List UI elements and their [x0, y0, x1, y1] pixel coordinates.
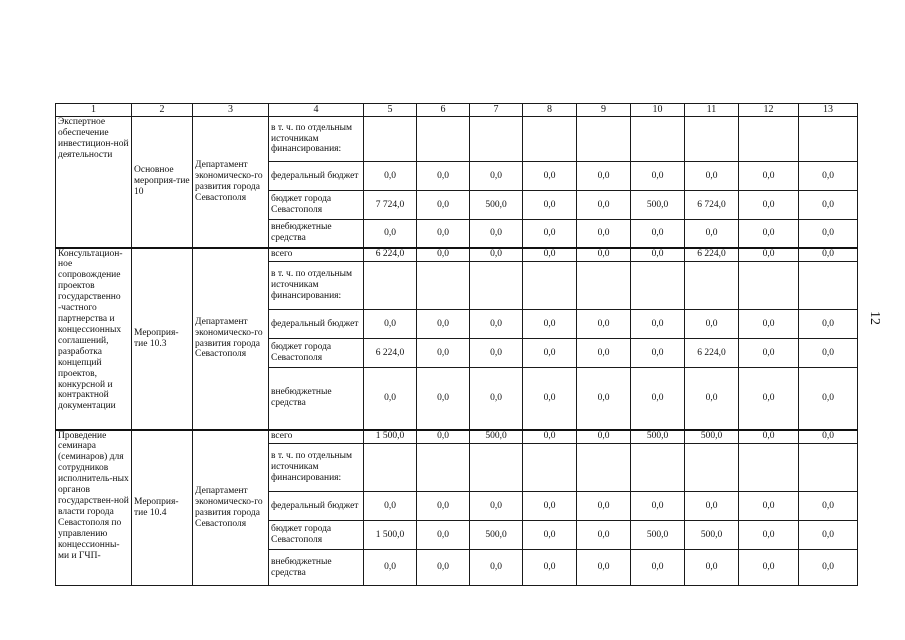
value-cell — [417, 262, 470, 310]
source-cell: бюджет города Севастополя — [269, 339, 364, 368]
value-cell: 0,0 — [523, 550, 577, 586]
value-cell: 0,0 — [417, 220, 470, 248]
table-row — [56, 117, 858, 162]
value-cell — [470, 262, 523, 310]
value-cell: 0,0 — [631, 248, 685, 262]
value-cell: 6 224,0 — [685, 339, 739, 368]
value-cell: 0,0 — [685, 550, 739, 586]
value-cell — [470, 117, 523, 162]
value-cell: 0,0 — [739, 162, 799, 191]
value-cell: 0,0 — [470, 162, 523, 191]
value-cell: 0,0 — [417, 310, 470, 339]
value-cell: 0,0 — [417, 339, 470, 368]
value-cell: 6 224,0 — [364, 339, 417, 368]
value-cell: 0,0 — [685, 492, 739, 521]
header-row — [56, 104, 858, 117]
source-cell: федеральный бюджет — [269, 162, 364, 191]
header-cell: 7 — [470, 104, 523, 117]
value-cell: 500,0 — [685, 521, 739, 550]
header-cell: 6 — [417, 104, 470, 117]
value-cell: 0,0 — [739, 492, 799, 521]
value-cell: 0,0 — [523, 191, 577, 220]
value-cell: 0,0 — [739, 430, 799, 444]
value-cell: 0,0 — [799, 191, 858, 220]
value-cell: 0,0 — [523, 521, 577, 550]
value-cell: 0,0 — [577, 430, 631, 444]
value-cell: 0,0 — [685, 310, 739, 339]
value-cell: 500,0 — [631, 521, 685, 550]
value-cell: 0,0 — [799, 430, 858, 444]
value-cell: 0,0 — [739, 191, 799, 220]
value-cell — [739, 262, 799, 310]
value-cell: 0,0 — [739, 368, 799, 430]
value-cell: 0,0 — [470, 248, 523, 262]
value-cell — [685, 444, 739, 492]
source-cell: бюджет города Севастополя — [269, 191, 364, 220]
source-cell: всего — [269, 430, 364, 444]
value-cell — [364, 117, 417, 162]
page-number: 12 — [867, 311, 882, 325]
value-cell: 0,0 — [417, 162, 470, 191]
value-cell: 0,0 — [631, 368, 685, 430]
value-cell — [799, 117, 858, 162]
value-cell: 6 224,0 — [364, 248, 417, 262]
value-cell: 0,0 — [799, 220, 858, 248]
value-cell — [417, 444, 470, 492]
value-cell: 0,0 — [417, 492, 470, 521]
value-cell: 0,0 — [577, 191, 631, 220]
source-cell: внебюджетные средства — [269, 220, 364, 248]
value-cell: 0,0 — [631, 550, 685, 586]
value-cell: 500,0 — [470, 430, 523, 444]
value-cell: 0,0 — [739, 550, 799, 586]
value-cell: 0,0 — [685, 220, 739, 248]
value-cell — [417, 117, 470, 162]
source-cell: внебюджетные средства — [269, 550, 364, 586]
value-cell: 0,0 — [364, 550, 417, 586]
value-cell: 0,0 — [577, 368, 631, 430]
value-cell: 0,0 — [364, 310, 417, 339]
activity-type-cell: Мероприя-тие 10.4 — [132, 430, 193, 586]
source-cell: всего — [269, 248, 364, 262]
value-cell: 0,0 — [523, 339, 577, 368]
value-cell: 0,0 — [470, 368, 523, 430]
value-cell: 0,0 — [417, 368, 470, 430]
value-cell: 0,0 — [577, 521, 631, 550]
value-cell: 0,0 — [739, 220, 799, 248]
value-cell — [799, 262, 858, 310]
source-cell: в т. ч. по отдельным источникам финансирования: — [269, 444, 364, 492]
value-cell: 500,0 — [470, 521, 523, 550]
value-cell: 0,0 — [577, 339, 631, 368]
value-cell — [523, 444, 577, 492]
value-cell — [799, 444, 858, 492]
header-cell: 12 — [739, 104, 799, 117]
header-cell: 10 — [631, 104, 685, 117]
value-cell: 0,0 — [417, 248, 470, 262]
header-cell: 11 — [685, 104, 739, 117]
value-cell: 0,0 — [799, 339, 858, 368]
value-cell: 0,0 — [364, 162, 417, 191]
value-cell: 0,0 — [739, 248, 799, 262]
value-cell: 0,0 — [577, 310, 631, 339]
value-cell: 0,0 — [739, 339, 799, 368]
source-cell: внебюджетные средства — [269, 368, 364, 430]
value-cell: 0,0 — [577, 162, 631, 191]
header-cell: 9 — [577, 104, 631, 117]
value-cell: 0,0 — [364, 492, 417, 521]
value-cell: 0,0 — [799, 550, 858, 586]
value-cell: 0,0 — [523, 368, 577, 430]
department-cell: Департамент экономическо-го развития города Севастополя — [193, 117, 269, 248]
activity-type-cell: Основное мероприя-тие 10 — [132, 117, 193, 248]
header-cell: 8 — [523, 104, 577, 117]
value-cell: 0,0 — [631, 162, 685, 191]
value-cell: 7 724,0 — [364, 191, 417, 220]
header-cell: 1 — [56, 104, 132, 117]
value-cell — [739, 444, 799, 492]
value-cell — [685, 117, 739, 162]
header-cell: 4 — [269, 104, 364, 117]
value-cell: 0,0 — [470, 310, 523, 339]
value-cell — [577, 262, 631, 310]
header-cell: 3 — [193, 104, 269, 117]
activity-type-cell: Мероприя-тие 10.3 — [132, 248, 193, 430]
budget-table — [55, 103, 858, 586]
value-cell: 0,0 — [631, 310, 685, 339]
value-cell — [577, 444, 631, 492]
value-cell — [364, 262, 417, 310]
value-cell: 0,0 — [799, 492, 858, 521]
value-cell: 0,0 — [523, 162, 577, 191]
value-cell: 0,0 — [577, 492, 631, 521]
activity-name-cell: Консультацион-ное сопровождение проектов государственно -частного партнерства и концессионных соглашений, разработка концепций проектов, конкурсной и контрактной документации — [56, 248, 132, 430]
value-cell: 500,0 — [470, 191, 523, 220]
value-cell: 0,0 — [470, 492, 523, 521]
value-cell: 0,0 — [577, 220, 631, 248]
department-cell: Департамент экономическо-го развития города Севастополя — [193, 430, 269, 586]
value-cell: 0,0 — [470, 550, 523, 586]
value-cell: 0,0 — [739, 310, 799, 339]
value-cell: 0,0 — [470, 220, 523, 248]
source-cell: федеральный бюджет — [269, 492, 364, 521]
value-cell: 0,0 — [631, 220, 685, 248]
value-cell: 0,0 — [631, 492, 685, 521]
source-cell: бюджет города Севастополя — [269, 521, 364, 550]
value-cell: 0,0 — [523, 492, 577, 521]
department-cell: Департамент экономическо-го развития города Севастополя — [193, 248, 269, 430]
table-row — [56, 430, 858, 444]
value-cell: 0,0 — [417, 430, 470, 444]
value-cell: 0,0 — [417, 550, 470, 586]
value-cell: 0,0 — [799, 521, 858, 550]
value-cell: 0,0 — [364, 220, 417, 248]
value-cell: 0,0 — [523, 310, 577, 339]
value-cell — [523, 117, 577, 162]
value-cell: 0,0 — [799, 248, 858, 262]
value-cell: 0,0 — [799, 162, 858, 191]
value-cell: 0,0 — [523, 248, 577, 262]
value-cell: 0,0 — [685, 368, 739, 430]
header-cell: 5 — [364, 104, 417, 117]
source-cell: в т. ч. по отдельным источникам финансирования: — [269, 117, 364, 162]
header-cell: 13 — [799, 104, 858, 117]
value-cell: 0,0 — [577, 248, 631, 262]
value-cell: 500,0 — [631, 191, 685, 220]
value-cell: 0,0 — [577, 550, 631, 586]
activity-name-cell: Проведение семинара (семинаров) для сотрудников исполнитель-ных органов государствен-ной власти города Севастополя по управлению концессионны-ми и ГЧП- — [56, 430, 132, 586]
value-cell — [364, 444, 417, 492]
activity-name-cell: Экспертное обеспечение инвестицион-ной деятельности — [56, 117, 132, 248]
value-cell: 1 500,0 — [364, 430, 417, 444]
value-cell: 0,0 — [685, 162, 739, 191]
value-cell: 0,0 — [417, 521, 470, 550]
source-cell: в т. ч. по отдельным источникам финансирования: — [269, 262, 364, 310]
value-cell: 1 500,0 — [364, 521, 417, 550]
value-cell: 0,0 — [523, 220, 577, 248]
value-cell: 0,0 — [799, 368, 858, 430]
value-cell — [470, 444, 523, 492]
value-cell: 0,0 — [470, 339, 523, 368]
value-cell — [685, 262, 739, 310]
source-cell: федеральный бюджет — [269, 310, 364, 339]
value-cell: 0,0 — [799, 310, 858, 339]
value-cell: 0,0 — [417, 191, 470, 220]
value-cell: 6 724,0 — [685, 191, 739, 220]
value-cell: 6 224,0 — [685, 248, 739, 262]
value-cell: 0,0 — [523, 430, 577, 444]
header-cell: 2 — [132, 104, 193, 117]
value-cell — [631, 117, 685, 162]
value-cell: 500,0 — [631, 430, 685, 444]
value-cell — [631, 444, 685, 492]
value-cell: 0,0 — [364, 368, 417, 430]
value-cell — [631, 262, 685, 310]
table-row — [56, 248, 858, 262]
value-cell — [577, 117, 631, 162]
value-cell: 0,0 — [631, 339, 685, 368]
value-cell — [739, 117, 799, 162]
value-cell: 500,0 — [685, 430, 739, 444]
value-cell — [523, 262, 577, 310]
value-cell: 0,0 — [739, 521, 799, 550]
